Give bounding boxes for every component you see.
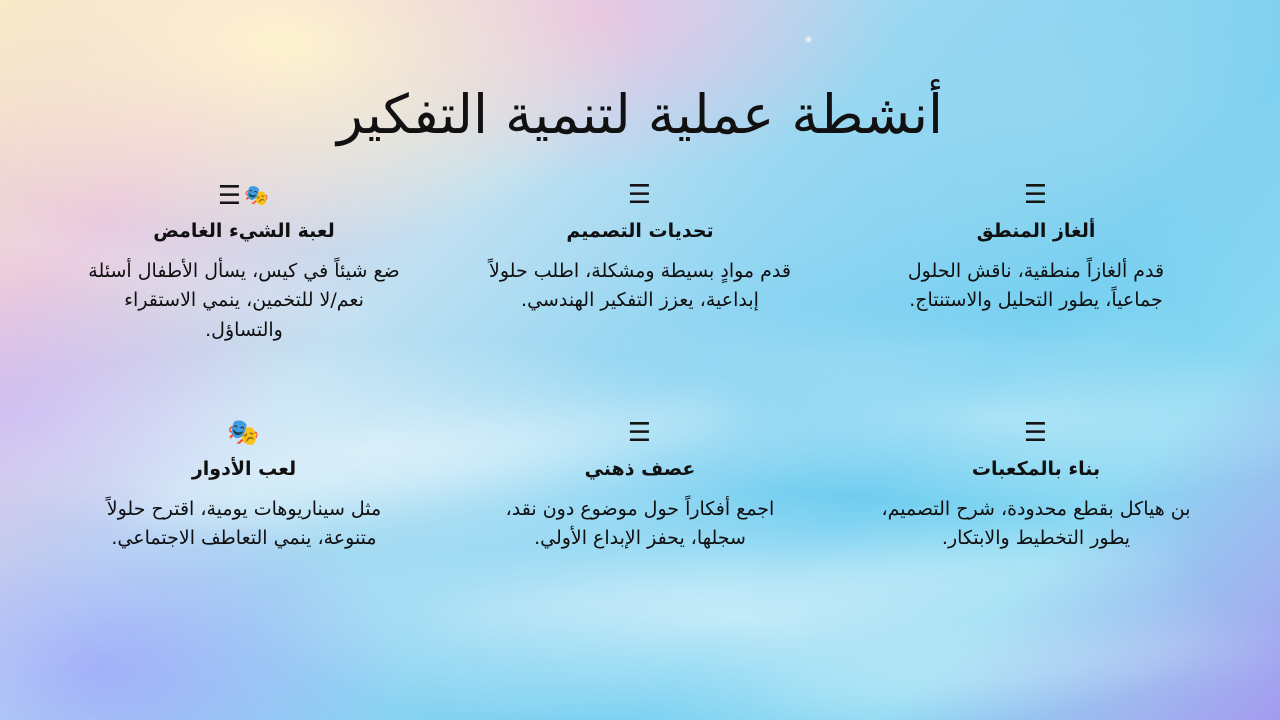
activity-card: [852, 414, 1220, 652]
activity-card: [852, 176, 1220, 414]
activity-card: [456, 414, 824, 652]
card-icon-glyph: ☰: [1023, 180, 1049, 210]
list-lines-icon: [482, 176, 798, 214]
activity-title: عصف ذهني: [584, 458, 696, 480]
activity-title: تحديات التصميم: [566, 220, 714, 242]
activity-title: لعب الأدوار: [191, 458, 297, 480]
sparkle-dot: [806, 37, 811, 42]
activity-title: ألغاز المنطق: [976, 220, 1096, 242]
activity-description: قدم موادٍ بسيطة ومشكلة، اطلب حلولاً إبداعية، يعزز التفكير الهندسي.: [489, 259, 791, 312]
activity-description: ضع شيئاً في كيس، يسأل الأطفال أسئلة نعم/لا للتخمين، ينمي الاستقراء والتساؤل.: [88, 259, 400, 341]
masks-icon: 🎭: [244, 183, 271, 207]
activity-description: مثل سيناريوهات يومية، اقترح حلولاً متنوعة، ينمي التعاطف الاجتماعي.: [106, 497, 382, 550]
card-icon-glyph: ☰: [217, 181, 243, 211]
activity-title: بناء بالمكعبات: [971, 458, 1101, 480]
activity-description: بن هياكل بقطع محدودة، شرح التصميم، يطور التخطيط والابتكار.: [881, 497, 1191, 550]
page-title: أنشطة عملية لتنمية التفكير: [337, 83, 943, 147]
list-lines-with-face-icon: [86, 176, 402, 214]
activities-grid: [60, 176, 1220, 652]
list-lines-icon: [878, 414, 1194, 452]
activity-description: قدم ألغازاً منطقية، ناقش الحلول جماعياً، يطور التحليل والاستنتاج.: [907, 259, 1165, 312]
activity-card: [456, 176, 824, 414]
activity-title: لعبة الشيء الغامض: [153, 220, 335, 242]
masks-icon: [86, 414, 402, 452]
card-icon-glyph: ☰: [627, 418, 653, 448]
card-icon-glyph: ☰: [627, 180, 653, 210]
list-lines-icon: [482, 414, 798, 452]
card-icon-glyph: ☰: [1023, 418, 1049, 448]
activity-description: اجمع أفكاراً حول موضوع دون نقد، سجلها، يحفز الإبداع الأولي.: [505, 497, 775, 550]
activity-card: [60, 176, 428, 414]
card-icon-glyph: 🎭: [227, 418, 261, 448]
activity-card: [60, 414, 428, 652]
list-lines-icon: [878, 176, 1194, 214]
